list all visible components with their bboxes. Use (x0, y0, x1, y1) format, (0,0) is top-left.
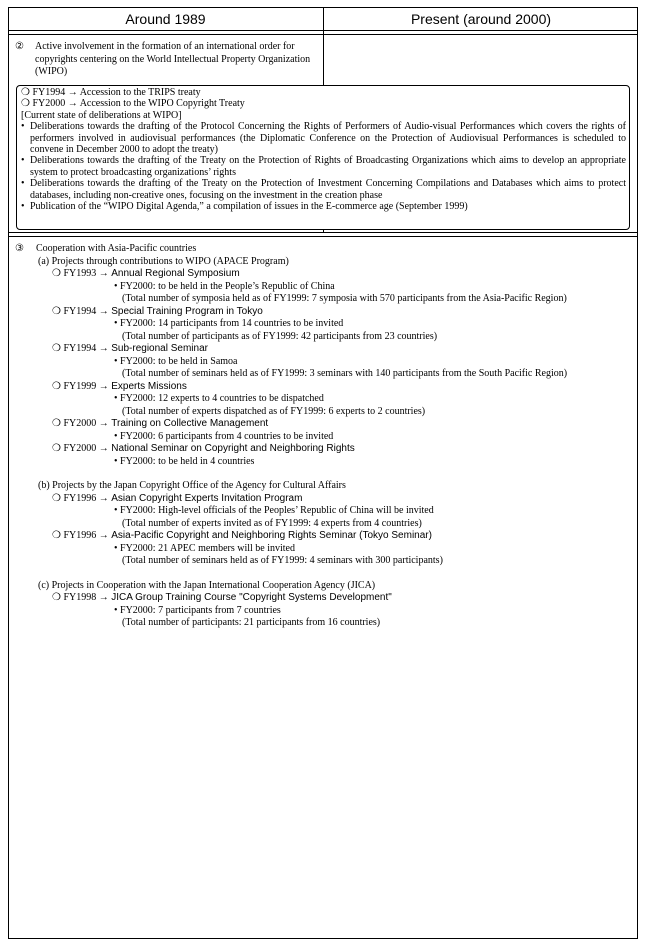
program-item (15, 443, 625, 456)
program-item (15, 381, 625, 394)
header-divider-double (8, 34, 638, 35)
program-item (15, 306, 625, 319)
program-bullet: • FY2000: 12 experts to 4 countries to be dispatched (114, 393, 324, 404)
program-total: (Total number of experts dispatched as of FY1999: 6 experts to 2 countries) (122, 405, 426, 417)
program-item (15, 493, 625, 506)
program-name: JICA Group Training Course "Copyright Systems Development" (111, 592, 392, 603)
section-divider (8, 232, 638, 233)
program-bullet: • FY2000: 14 participants from 14 countries to be invited (114, 318, 344, 329)
program-bullet: • FY2000: 21 APEC members will be invited (114, 542, 295, 554)
program-year: ❍ FY1994 → (52, 343, 109, 354)
program-name: Asia-Pacific Copyright and Neighboring Rights Seminar (Tokyo Seminar) (111, 530, 432, 541)
box-bullet: • Deliberations towards the drafting of the Protocol Concerning the Rights of Performers of Audio-visual Performances which covers the rights of performers involved in audiovisual performances (the Diplomatic Conference on the Protection of Audiovisual Performances is scheduled to convene in December 2000 to adopt the treaty) (21, 121, 626, 155)
program-name: Sub-regional Seminar (111, 343, 208, 354)
program-year: ❍ FY1998 → (52, 592, 109, 603)
program-year: ❍ FY1999 → (52, 380, 109, 392)
box-line: ❍ FY2000 → Accession to the WIPO Copyright Treaty (21, 98, 245, 110)
program-name: Special Training Program in Tokyo (111, 305, 263, 317)
program-item (15, 343, 625, 356)
box-line: [Current state of deliberations at WIPO] (21, 109, 182, 121)
section-3-number: ③ (15, 243, 24, 254)
section-3-title: Cooperation with Asia-Pacific countries (36, 243, 197, 254)
program-name: National Seminar on Copyright and Neighboring Rights (111, 443, 355, 454)
program-year: ❍ FY1993 → (52, 268, 109, 279)
wipo-deliberations-box (16, 85, 630, 230)
program-item (15, 418, 625, 431)
program-year: ❍ FY1994 → (52, 305, 109, 317)
program-bullet: • FY2000: 7 participants from 7 countries (114, 604, 281, 616)
section-3 (15, 243, 625, 630)
program-bullet: • FY2000: to be held in 4 countries (114, 455, 255, 467)
program-item (15, 268, 625, 281)
program-bullet: • FY2000: High-level officials of the Peoples’ Republic of China will be invited (114, 505, 434, 516)
program-name: Experts Missions (111, 380, 187, 392)
header-around-1989: Around 1989 (125, 11, 206, 27)
program-year: ❍ FY1996 → (52, 492, 109, 504)
program-total: (Total number of seminars held as of FY1999: 3 seminars with 140 participants from the South Pacific Region) (122, 368, 568, 379)
header-divider (8, 30, 638, 31)
program-total: (Total number of participants: 21 participants from 16 countries) (122, 617, 381, 628)
program-year: ❍ FY1996 → (52, 530, 109, 541)
section-2-text: Active involvement in the formation of an international order for copyrights centering on the World Intellectual Property Organization (WIPO) (35, 41, 311, 77)
program-total: (Total number of symposia held as of FY1999: 7 symposia with 570 participants from the Asia-Pacific Region) (122, 293, 567, 304)
group-heading: (a) Projects through contributions to WIPO (APACE Program) (38, 255, 289, 267)
program-item (15, 592, 625, 605)
group-heading: (b) Projects by the Japan Copyright Office of the Agency for Cultural Affairs (38, 480, 346, 491)
program-bullet: • FY2000: 6 participants from 4 countries to be invited (114, 430, 334, 442)
program-year: ❍ FY2000 → (52, 443, 109, 454)
section-2-number: ② (15, 41, 24, 52)
program-name: Training on Collective Management (111, 418, 269, 429)
program-item (15, 530, 625, 543)
box-bullet: • Deliberations towards the drafting of the Treaty on the Protection of Investment Concerning Compilations and Databases which aims to protect databases, including non-creative ones, focusing on the investment in the creation phase (21, 178, 626, 201)
box-line: ❍ FY1994 → Accession to the TRIPS treaty (21, 87, 201, 98)
program-bullet: • FY2000: to be held in Samoa (114, 355, 238, 367)
group-heading: (c) Projects in Cooperation with the Japan International Cooperation Agency (JICA) (38, 579, 376, 591)
section-2 (15, 41, 315, 79)
program-year: ❍ FY2000 → (52, 418, 109, 429)
box-bullet: • Publication of the “WIPO Digital Agenda,” a compilation of issues in the E-commerce age (September 1999) (21, 201, 626, 212)
box-bullet: • Deliberations towards the drafting of the Treaty on the Protection of Rights of Broadcasting Organizations which aims to develop an appropriate system to protect broadcasting organizations’ rights (21, 155, 626, 178)
program-name: Annual Regional Symposium (111, 268, 240, 279)
program-total: (Total number of participants as of FY1999: 42 participants from 23 countries) (122, 330, 438, 342)
program-total: (Total number of seminars held as of FY1999: 4 seminars with 300 participants) (122, 555, 443, 566)
program-bullet: • FY2000: to be held in the People’s Republic of China (114, 280, 335, 292)
section-divider-double (8, 236, 638, 237)
program-total: (Total number of experts invited as of FY1999: 4 experts from 4 countries) (122, 517, 422, 529)
header-present-2000: Present (around 2000) (410, 11, 552, 27)
program-name: Asian Copyright Experts Invitation Program (111, 492, 303, 504)
